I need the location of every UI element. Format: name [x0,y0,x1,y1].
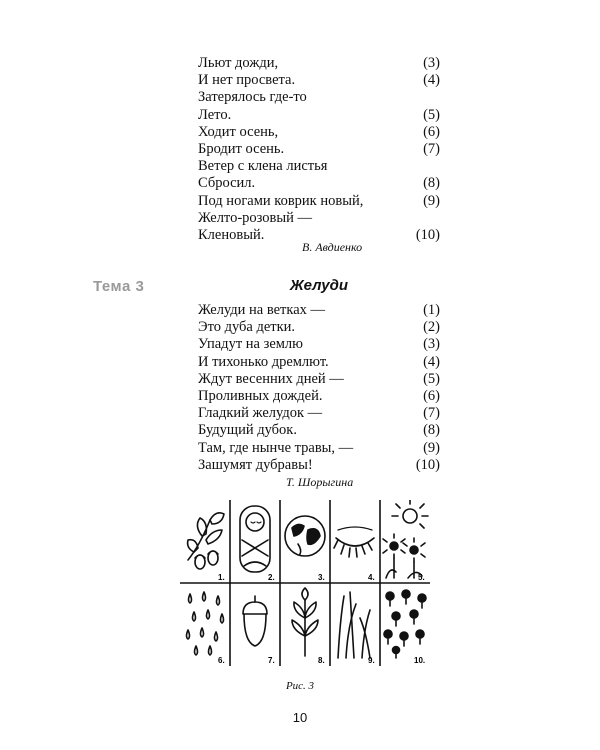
poem-author: В. Авдиенко [302,240,363,254]
line-number: (10) [415,456,440,473]
poem-line: И тихонько дремлют. (4) [198,353,440,370]
poem-line: Желуди на ветках — (1) [198,302,440,318]
poem-line: Затерялось где-то [198,89,307,106]
line-number: (8) [423,175,440,192]
poem-line: Это дуба детки. (2) [198,319,440,336]
poem-line: Гладкий желудок — (7) [198,405,440,422]
cell-number: 3. [318,573,325,582]
poem-line: Бродит осень. (7) [198,140,440,157]
poem-line: Ждут весенних дней — (5) [198,370,440,387]
line-number: (3) [423,55,440,71]
poem-line: Проливных дождей. (6) [198,387,440,404]
poem-title: Желуди [289,277,349,294]
raindrops-icon [187,592,224,655]
figure-caption: Рис. 3 [285,680,315,692]
line-number: (2) [423,319,440,336]
poem-line: Лето. (5) [198,106,440,123]
sleeping-baby-icon [240,506,270,572]
cell-number: 8. [318,656,325,665]
line-number: (9) [423,192,440,209]
line-number: (3) [423,336,440,353]
poem-line: Зашумят дубравы! (10) [198,456,440,473]
poem-line: Упадут на землю (3) [198,336,440,353]
cell-number: 4. [368,573,375,582]
line-number: (6) [423,387,440,404]
poem-author: Т. Шорыгина [286,475,354,489]
cell-number: 10. [414,656,426,665]
poem-line: Там, где нынче травы, — (9) [198,439,440,456]
line-number: (1) [423,302,440,318]
line-number: (9) [423,439,440,456]
cell-number: 2. [268,573,275,582]
picture-grid [180,500,430,666]
sun-flowers-icon [383,500,428,578]
poem-line: Сбросил. (8) [198,175,440,192]
theme-label: Тема 3 [93,278,145,295]
line-number: (6) [423,123,440,140]
poem-line: Льют дожди, (3) [198,55,440,71]
acorn-icon [243,596,267,646]
cell-number: 5. [418,573,425,582]
globe-icon [285,516,325,556]
line-number: (7) [423,140,440,157]
poem-line: Ходит осень, (6) [198,123,440,140]
cell-number: 7. [268,656,275,665]
poem-line: Кленовый. (10) [198,226,440,243]
line-number: (5) [423,370,440,387]
poem-continued [198,55,440,244]
cell-number: 6. [218,656,225,665]
poem-line: Будущий дубок. (8) [198,422,440,439]
line-number: (7) [423,405,440,422]
closed-eye-icon [334,527,374,557]
line-number: (10) [415,226,440,243]
line-number: (4) [423,353,440,370]
forest-icon [384,590,426,658]
sprout-icon [292,588,318,656]
poem-line: Под ногами коврик новый, (9) [198,192,440,209]
line-number: (4) [423,72,440,89]
page-number: 10 [292,710,308,725]
line-number: (8) [423,422,440,439]
grass-icon [338,592,370,658]
poem-line: Ветер с клена листья [198,158,328,175]
cell-number: 9. [368,656,375,665]
poem-line: И нет просвета. (4) [198,72,440,89]
cell-number: 1. [218,573,225,582]
line-number: (5) [423,106,440,123]
poem-acorns [198,302,440,474]
poem-line: Желто-розовый — [198,209,313,226]
oak-branch-acorns-icon [188,513,224,569]
